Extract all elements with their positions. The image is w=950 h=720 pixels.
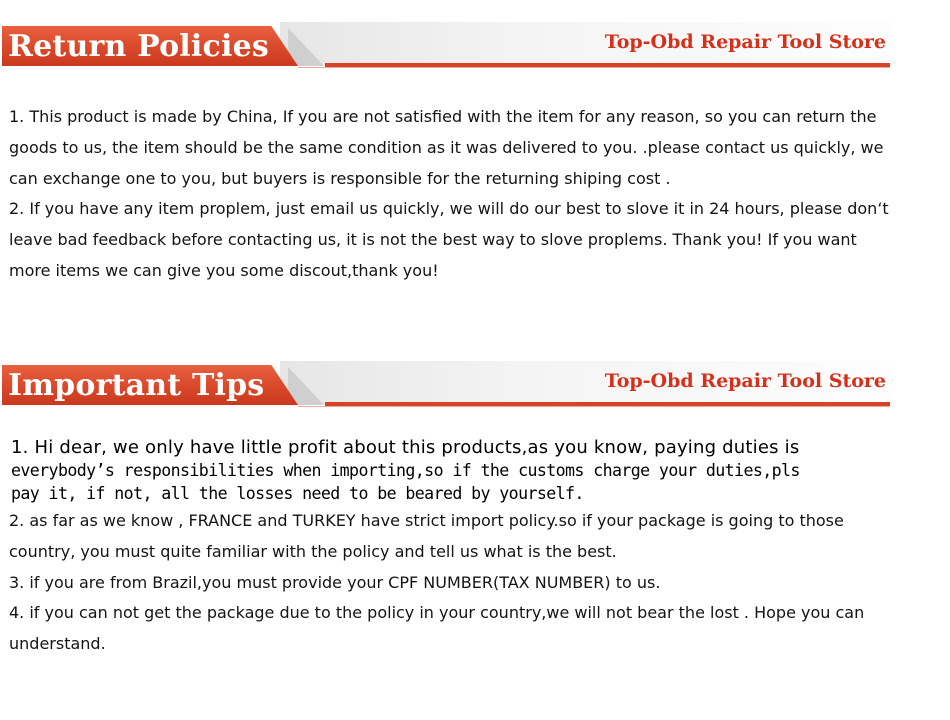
important-tips-banner: [0, 361, 890, 409]
tip-1-line-1: 1. Hi dear, we only have little profit about this products,as you know, paying duties is: [11, 437, 800, 458]
policy-paragraph-1: 1. This product is made by China, If you are not satisfied with the item for any reason, so you can return the goods to us, the item should be the same condition as it was delivered to you. .please contact us quickly, we can exchange one to you, but buyers is responsible for the returning shiping cost .: [9, 107, 884, 188]
banner-rule: [325, 402, 890, 406]
important-tips-body: [9, 506, 899, 660]
store-name: Top-Obd Repair Tool Store: [604, 31, 886, 53]
section-heading: Important Tips: [8, 368, 265, 403]
section-heading: Return Policies: [8, 29, 269, 64]
banner-rule: [325, 63, 890, 67]
store-name: Top-Obd Repair Tool Store: [604, 370, 886, 392]
banner-rule-shadow: [298, 67, 890, 68]
tip-1-line-2: everybody’s responsibilities when importing,so if the customs charge your duties,pls: [11, 461, 800, 480]
return-policies-banner: [0, 22, 890, 70]
tip-1: [11, 436, 911, 505]
banner-rule-shadow: [298, 406, 890, 407]
policy-paragraph-2: 2. If you have any item proplem, just email us quickly, we will do our best to slove it in 24 hours, please don‘t leave bad feedback before contacting us, it is not the best way to slove proplems. Thank you! If you want more items we can give you some discout,thank you!: [9, 199, 889, 280]
return-policies-body: [9, 102, 899, 287]
tip-1-line-3: pay it, if not, all the losses need to be beared by yourself.: [11, 484, 584, 503]
tip-4: 4. if you can not get the package due to the policy in your country,we will not bear the lost . Hope you can understand.: [9, 603, 865, 654]
tip-3: 3. if you are from Brazil,you must provide your CPF NUMBER(TAX NUMBER) to us.: [9, 572, 661, 592]
tip-2: 2. as far as we know , FRANCE and TURKEY have strict import policy.so if your package is going to those country, you must quite familiar with the policy and tell us what is the best.: [9, 511, 844, 561]
